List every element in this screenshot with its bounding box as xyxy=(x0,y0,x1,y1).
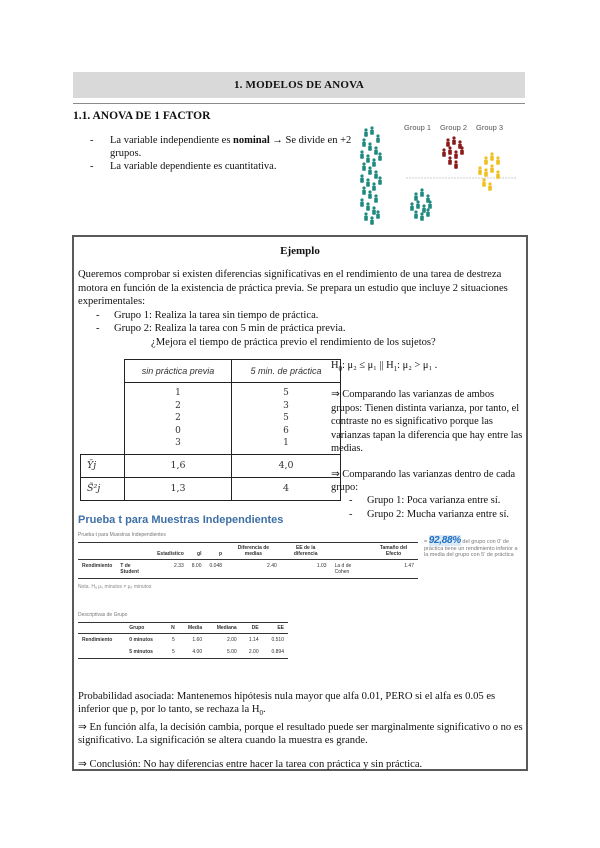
intro-item: - La variable dependiente es cuantitativa. xyxy=(90,160,355,173)
group-label: Group 2 xyxy=(440,123,468,132)
table-row: 5 minutos 5 4.00 5.00 2.00 0.894 xyxy=(78,646,288,659)
person-icon xyxy=(448,156,452,164)
person-icon xyxy=(374,170,378,178)
column-header: Mediana xyxy=(206,623,241,634)
data-value: 1 xyxy=(283,438,289,449)
descriptives-title: Descriptivas de Grupo xyxy=(78,612,128,618)
person-icon xyxy=(414,210,418,218)
research-question: ¿Mejora el tiempo de práctica previo el rendimiento de los sujetos? xyxy=(151,336,436,348)
table-row: Rendimiento 0 minutos 5 1.60 2.00 1.14 0.510 xyxy=(82,637,284,643)
data-value: 5 xyxy=(283,413,289,424)
column-header: gl xyxy=(188,543,206,560)
column-header: p xyxy=(206,543,227,560)
person-icon xyxy=(454,150,458,158)
person-icon xyxy=(426,208,430,216)
column-header: DE xyxy=(241,623,263,634)
person-icon xyxy=(360,150,364,158)
example-title: Ejemplo xyxy=(280,245,320,257)
person-icon xyxy=(376,134,380,142)
person-icon xyxy=(490,152,494,160)
section-title: 1. MODELOS DE ANOVA xyxy=(233,79,365,91)
person-icon xyxy=(482,178,486,186)
subsection-title: 1.1. ANOVA DE 1 FACTOR xyxy=(73,110,211,122)
data-table xyxy=(80,359,341,501)
person-icon xyxy=(416,200,420,208)
condition-item: - Grupo 1: Realiza la tarea sin tiempo de práctica. xyxy=(78,309,524,323)
within-group-item: - Grupo 2: Mucha varianza entre sí. xyxy=(331,508,526,521)
probability-paragraph: Probabilidad asociada: Mantenemos hipótesis nula mayor que alfa 0.01, PERO si el alfa es 0.05 es inferior que p, por lo tanto, se rechaza la $H_0$. xyxy=(78,691,496,718)
example-box xyxy=(72,235,528,771)
person-icon xyxy=(378,152,382,160)
person-icon xyxy=(368,190,372,198)
person-icon xyxy=(422,204,426,212)
mean-value: 1,6 xyxy=(125,454,232,477)
person-icon xyxy=(370,216,374,224)
table-row: Rendimiento T de Student 2.33 8.00 0.048 2.40 1.03 La d de Cohen 1.47 xyxy=(78,560,418,579)
ttest-subtitle: Prueba t para Muestras Independientes xyxy=(78,532,166,538)
data-value: 2 xyxy=(175,400,181,411)
person-icon xyxy=(374,194,378,202)
people-icons xyxy=(360,126,500,224)
variance-value: 1,3 xyxy=(125,477,232,500)
person-icon xyxy=(368,142,372,150)
highlight-percentage: 92,88% xyxy=(428,535,461,546)
person-icon xyxy=(420,212,424,220)
person-icon xyxy=(488,182,492,190)
person-icon xyxy=(452,136,456,144)
variance-value: 4 xyxy=(232,477,341,500)
condition-item: - Grupo 2: Realiza la tarea con 5 min de práctica previa. xyxy=(78,322,524,336)
person-icon xyxy=(372,206,376,214)
variance-label: S̃²j xyxy=(81,477,125,500)
alpha-paragraph: ⇒ En función alfa, la decisión cambia, porque el resultado puede ser marginalmente significativo o no es significativo. La significación se altera cuando la muestra es grande. xyxy=(78,721,523,747)
person-icon xyxy=(496,170,500,178)
person-icon xyxy=(414,192,418,200)
person-icon xyxy=(376,210,380,218)
person-icon xyxy=(420,188,424,196)
group-label: Group 3 xyxy=(476,123,504,132)
ttest-table xyxy=(78,542,418,579)
within-group-item: - Grupo 1: Poca varianza entre sí. xyxy=(331,494,526,507)
column-header: sin práctica previa xyxy=(125,360,232,383)
person-icon xyxy=(364,128,368,136)
column-header: Grupo xyxy=(125,623,164,634)
person-icon xyxy=(484,168,488,176)
ttest-title: Prueba t para Muestras Independientes xyxy=(78,514,284,526)
column-header: 5 min. de práctica xyxy=(232,360,341,383)
person-icon xyxy=(478,166,482,174)
data-value: 3 xyxy=(283,400,289,411)
column-header: Tamaño del Efecto xyxy=(369,543,418,560)
intro-item: - La variable independiente es nominal → Se divide en +2 grupos. xyxy=(90,134,355,160)
group-label: Group 1 xyxy=(404,123,432,132)
person-icon xyxy=(442,148,446,156)
note-paragraph: ⇒ Comparando las varianzas dentro de cada grupo: xyxy=(331,468,516,493)
effect-annotation: = 92,88% del grupo con 0' de práctica tiene un rendimiento inferior a la media del grupo con 5' de práctica xyxy=(424,535,518,558)
person-icon xyxy=(484,156,488,164)
person-icon xyxy=(454,160,458,168)
mean-label: Ȳj xyxy=(81,454,125,477)
group1-values xyxy=(125,383,232,455)
person-icon xyxy=(368,166,372,174)
ttest-note: Nota. Hₐ μ₀ minutos ≠ μ₅ minutos xyxy=(78,584,152,590)
data-value: 5 xyxy=(283,388,289,398)
conclusion-paragraph: ⇒ Conclusión: No hay diferencias entre hacer la tarea con práctica y sin práctica. xyxy=(78,758,423,770)
conditions-list xyxy=(78,309,524,336)
data-value: 1 xyxy=(175,388,181,398)
data-value: 0 xyxy=(175,425,181,436)
intro-list xyxy=(90,134,355,173)
person-icon xyxy=(460,146,464,154)
note-paragraph: ⇒ Comparando las varianzas de ambos grupos: Tienen distinta varianza, por tanto, el contraste no es significativo porque las varianzas tapan la diferencia que hay entre las medias. xyxy=(331,389,523,455)
example-description: Queremos comprobar si existen diferencias significativas en el rendimiento de una tarea de destreza motora en función de la existencia de práctica previa. Se prepara un estudio que incluye 2 situaciones experimentales: - Grupo 1: Realiza la tarea sin tiempo de práctica. - Grupo 2: Realiza la tarea con 5 min de práctica previa. ¿Mejora el tiempo de práctica previo el rendimiento de los sujetos? xyxy=(78,268,524,349)
person-icon xyxy=(448,146,452,154)
person-icon xyxy=(370,126,374,134)
data-value: 3 xyxy=(175,438,181,449)
person-icon xyxy=(362,162,366,170)
person-icon xyxy=(496,156,500,164)
person-icon xyxy=(362,138,366,146)
emphasis: nominal xyxy=(233,135,270,146)
person-icon xyxy=(366,154,370,162)
conclusion-text xyxy=(78,690,526,771)
column-header: EE xyxy=(263,623,288,634)
column-header: EE de la diferencia xyxy=(281,543,331,560)
column-header: Diferencia de medias xyxy=(226,543,281,560)
person-icon xyxy=(360,198,364,206)
person-icon xyxy=(410,202,414,210)
person-icon xyxy=(366,178,370,186)
descriptives-table xyxy=(78,622,288,659)
group2-values xyxy=(232,383,341,455)
horizontal-rule xyxy=(73,103,525,104)
section-title-bar xyxy=(73,72,525,98)
person-icon xyxy=(362,186,366,194)
person-icon xyxy=(364,212,368,220)
person-icon xyxy=(446,138,450,146)
analysis-notes xyxy=(331,359,526,521)
hypotheses: $H_0$: μ₂ ≤ μ₁ || $H_1$: μ₂ > μ₁ . xyxy=(331,360,438,374)
person-icon xyxy=(428,200,432,208)
column-header: Estadístico xyxy=(153,543,188,560)
data-value: 2 xyxy=(175,413,181,424)
column-header: N xyxy=(164,623,178,634)
person-icon xyxy=(490,164,494,172)
column-header: Media xyxy=(179,623,206,634)
person-icon xyxy=(360,174,364,182)
person-icon xyxy=(372,182,376,190)
person-icon xyxy=(374,146,378,154)
groups-figure xyxy=(358,118,530,228)
mean-value: 4,0 xyxy=(232,454,341,477)
person-icon xyxy=(378,176,382,184)
person-icon xyxy=(366,202,370,210)
person-icon xyxy=(372,158,376,166)
data-value: 6 xyxy=(283,425,289,436)
